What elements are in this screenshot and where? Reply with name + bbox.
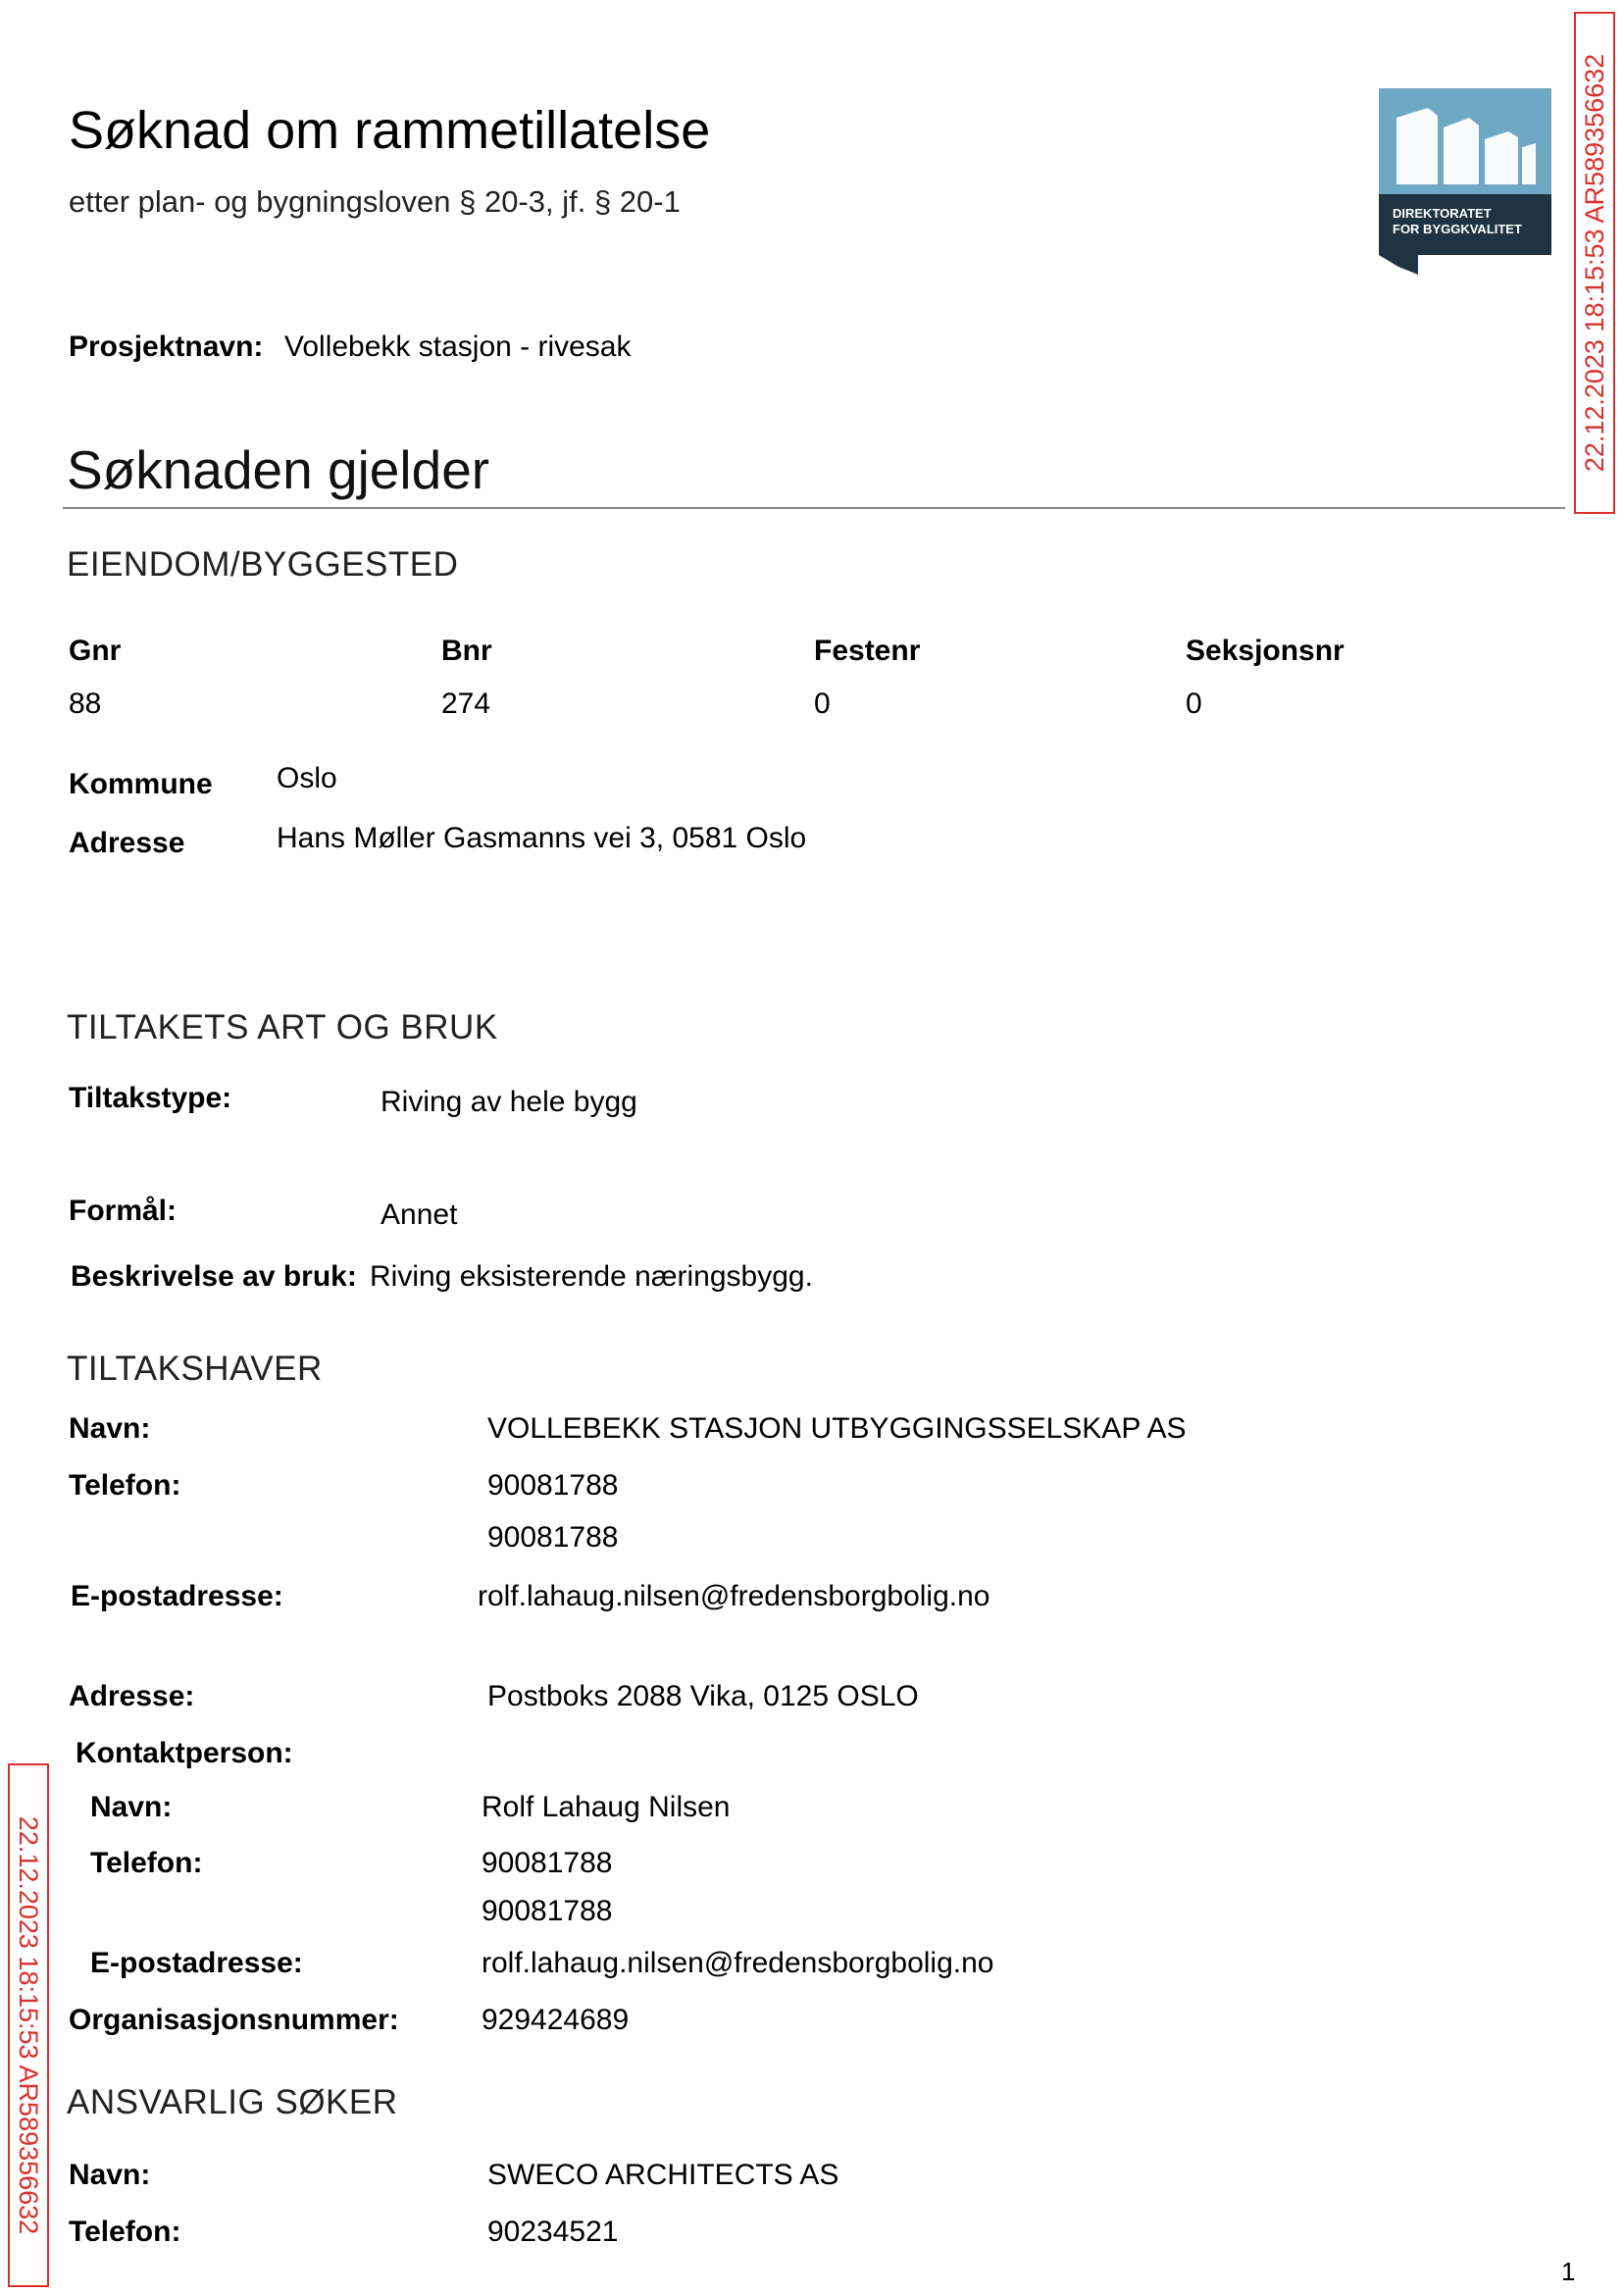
date-stamp-text: 22.12.2023 18:15:53 AR589356632 xyxy=(1580,53,1609,473)
ansvarlig-telefon-label: Telefon: xyxy=(69,2216,181,2248)
tiltak-heading: TILTAKETS ART OG BRUK xyxy=(67,1008,498,1046)
beskrivelse-label: Beskrivelse av bruk: xyxy=(71,1260,357,1293)
ansvarlig-navn-label: Navn: xyxy=(69,2159,151,2191)
date-stamp-text: 22.12.2023 18:15:53 AR589356632 xyxy=(14,1815,43,2235)
orgnr-label: Organisasjonsnummer: xyxy=(69,2004,399,2036)
bnr-label: Bnr xyxy=(441,635,492,667)
orgnr-value: 929424689 xyxy=(482,2004,630,2036)
dibk-logo-graphic xyxy=(1379,88,1551,275)
tiltakstype-value: Riving av hele bygg xyxy=(381,1086,637,1118)
gnr-value: 88 xyxy=(69,688,102,720)
adresse-value: Hans Møller Gasmanns vei 3, 0581 Oslo xyxy=(277,822,807,854)
tiltakshaver-telefon-label: Telefon: xyxy=(69,1469,181,1502)
logo-text-line2: FOR BYGGKVALITET xyxy=(1393,222,1522,236)
tiltakshaver-epost-value: rolf.lahaug.nilsen@fredensborgbolig.no xyxy=(478,1580,990,1612)
kommune-value: Oslo xyxy=(277,762,337,794)
tiltakshaver-telefon-value-2: 90081788 xyxy=(487,1521,619,1554)
page-number: 1 xyxy=(1561,2257,1576,2286)
tiltakshaver-adresse-label: Adresse: xyxy=(69,1680,195,1712)
bnr-value: 274 xyxy=(441,688,491,720)
tiltakshaver-navn-label: Navn: xyxy=(69,1412,151,1445)
kontakt-epost-value: rolf.lahaug.nilsen@fredensborgbolig.no xyxy=(482,1947,994,1979)
adresse-label: Adresse xyxy=(69,827,185,859)
section-divider xyxy=(63,507,1565,509)
kontakt-navn-value: Rolf Lahaug Nilsen xyxy=(482,1791,731,1823)
kontakt-navn-label: Navn: xyxy=(90,1791,173,1823)
section-title: Søknaden gjelder xyxy=(67,439,490,500)
kontakt-telefon-label: Telefon: xyxy=(90,1847,203,1879)
project-name-value: Vollebekk stasjon - rivesak xyxy=(284,331,632,363)
dibk-logo xyxy=(1379,88,1551,275)
tiltakshaver-adresse-value: Postboks 2088 Vika, 0125 OSLO xyxy=(487,1680,919,1712)
seksjonsnr-label: Seksjonsnr xyxy=(1186,635,1345,667)
property-heading: EIENDOM/BYGGESTED xyxy=(67,545,459,584)
tiltakshaver-navn-value: VOLLEBEKK STASJON UTBYGGINGSSELSKAP AS xyxy=(487,1412,1187,1445)
festenr-value: 0 xyxy=(814,688,831,720)
ansvarlig-heading: ANSVARLIG SØKER xyxy=(67,2083,398,2121)
page-title: Søknad om rammetillatelse xyxy=(69,101,711,160)
tiltakshaver-epost-label: E-postadresse: xyxy=(71,1580,283,1612)
seksjonsnr-value: 0 xyxy=(1186,688,1202,720)
kontakt-telefon-value-1: 90081788 xyxy=(482,1847,613,1879)
festenr-label: Festenr xyxy=(814,635,921,667)
tiltakshaver-heading: TILTAKSHAVER xyxy=(67,1350,323,1388)
date-stamp-top xyxy=(1574,12,1615,514)
ansvarlig-telefon-value: 90234521 xyxy=(487,2216,619,2248)
logo-text-line1: DIREKTORATET xyxy=(1393,206,1492,221)
beskrivelse-value: Riving eksisterende næringsbygg. xyxy=(370,1260,813,1293)
ansvarlig-navn-value: SWECO ARCHITECTS AS xyxy=(487,2159,839,2191)
formal-value: Annet xyxy=(381,1198,458,1231)
project-name-label: Prosjektnavn: xyxy=(69,331,264,363)
date-stamp-bottom xyxy=(8,1763,49,2287)
gnr-label: Gnr xyxy=(69,635,122,667)
kontakt-epost-label: E-postadresse: xyxy=(90,1947,303,1979)
formal-label: Formål: xyxy=(69,1195,178,1227)
kommune-label: Kommune xyxy=(69,768,213,800)
tiltakshaver-telefon-value-1: 90081788 xyxy=(487,1469,619,1502)
tiltakstype-label: Tiltakstype: xyxy=(69,1082,232,1114)
kontaktperson-label: Kontaktperson: xyxy=(76,1737,293,1769)
page-subtitle: etter plan- og bygningsloven § 20-3, jf. § 20-1 xyxy=(69,184,681,219)
kontakt-telefon-value-2: 90081788 xyxy=(482,1895,613,1927)
